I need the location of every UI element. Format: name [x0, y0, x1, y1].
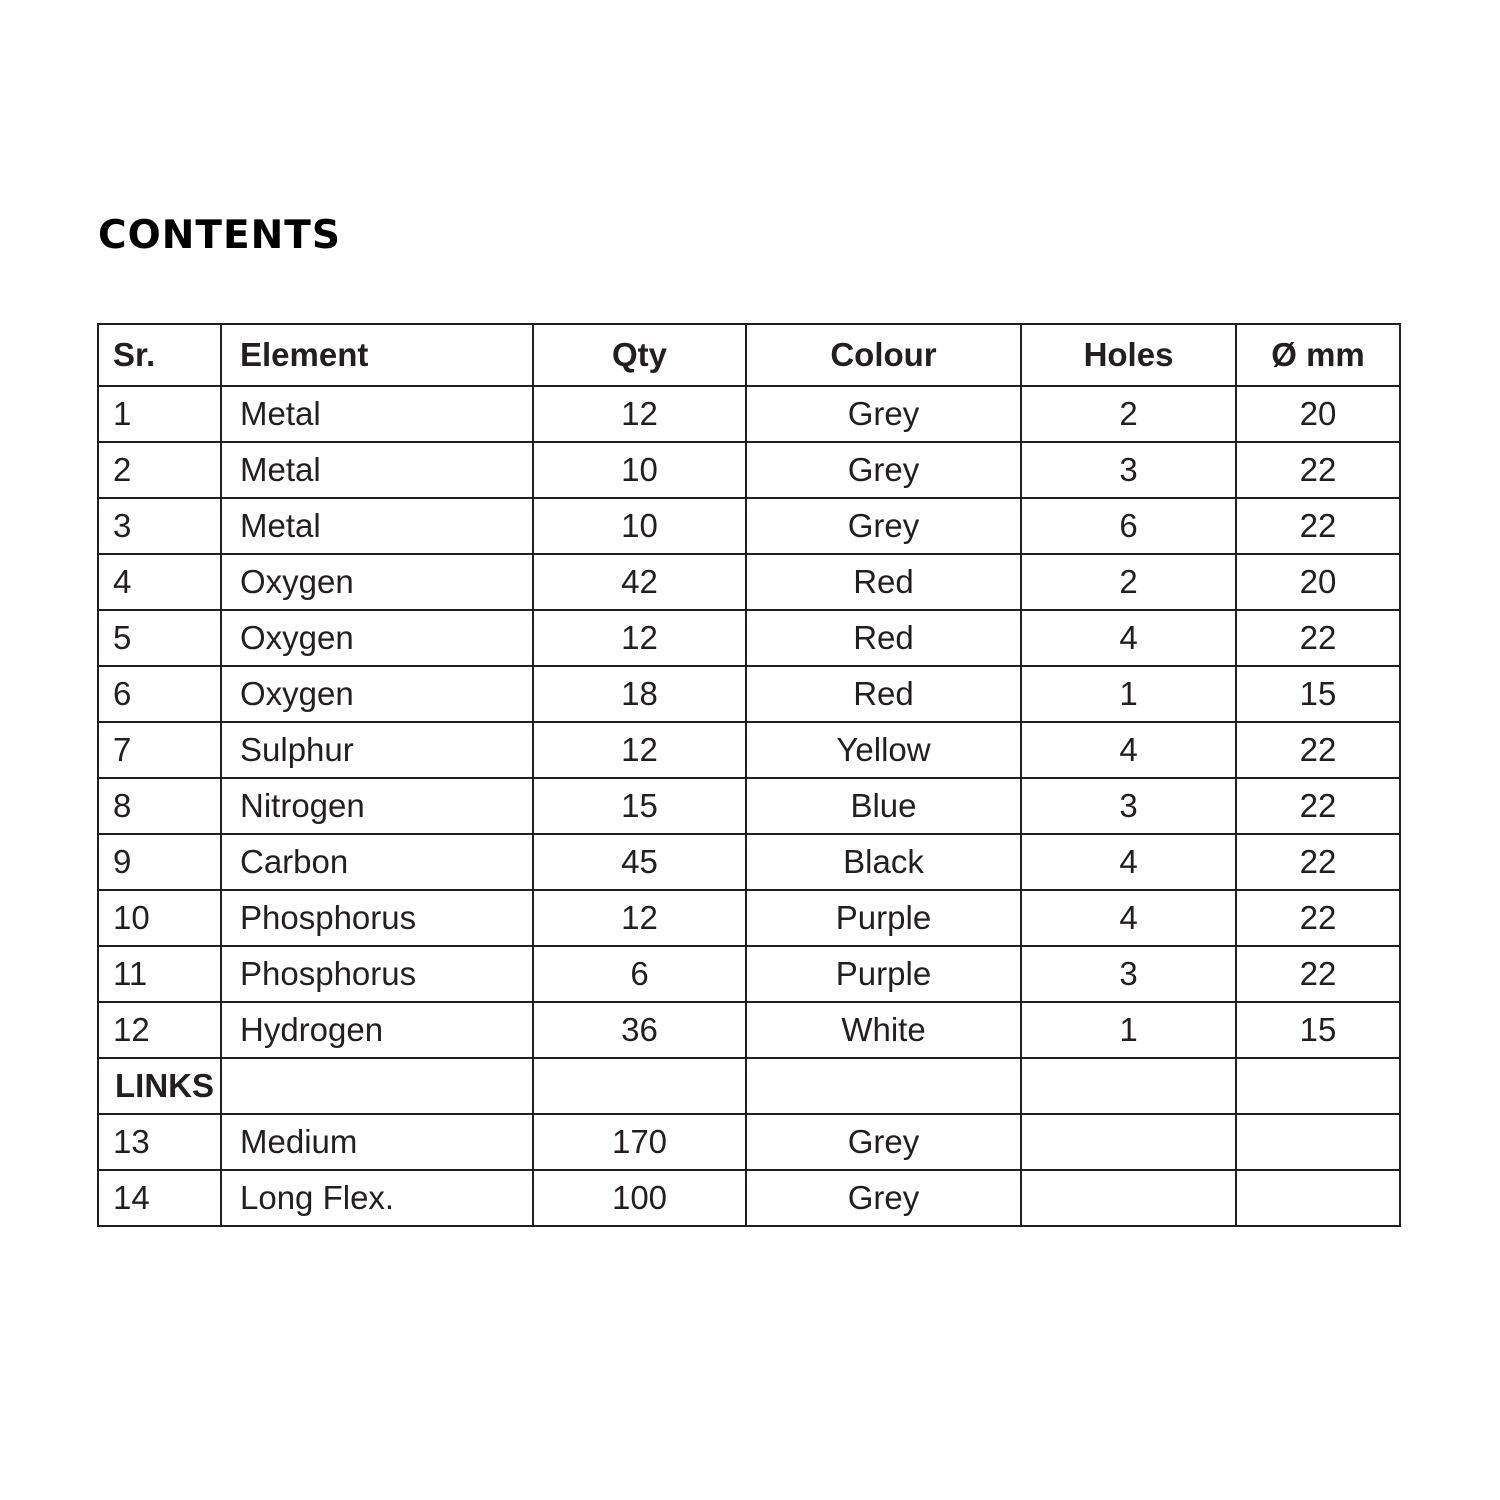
table-row: [98, 666, 1400, 722]
cell-qty: 18: [533, 666, 746, 722]
cell-holes: [1021, 1170, 1236, 1226]
cell-element: Nitrogen: [221, 778, 533, 834]
cell-element: Metal: [221, 442, 533, 498]
cell-holes: 4: [1021, 834, 1236, 890]
page-title: CONTENTS: [98, 213, 341, 258]
cell-holes: 4: [1021, 722, 1236, 778]
cell-diameter: 22: [1236, 834, 1400, 890]
empty-cell: [221, 1058, 533, 1114]
cell-qty: 12: [533, 386, 746, 442]
cell-qty: 100: [533, 1170, 746, 1226]
cell-diameter: 22: [1236, 778, 1400, 834]
cell-diameter: [1236, 1170, 1400, 1226]
cell-qty: 10: [533, 442, 746, 498]
table-row: [98, 554, 1400, 610]
cell-colour: Black: [746, 834, 1021, 890]
cell-diameter: 22: [1236, 498, 1400, 554]
cell-colour: Grey: [746, 1114, 1021, 1170]
cell-sr: 14: [98, 1170, 221, 1226]
table-row: [98, 890, 1400, 946]
cell-element: Metal: [221, 386, 533, 442]
contents-table: [97, 323, 1401, 1227]
cell-holes: 2: [1021, 386, 1236, 442]
cell-element: Phosphorus: [221, 946, 533, 1002]
cell-sr: 9: [98, 834, 221, 890]
header-element: Element: [221, 324, 533, 386]
cell-diameter: 22: [1236, 610, 1400, 666]
cell-colour: Red: [746, 666, 1021, 722]
cell-diameter: [1236, 1114, 1400, 1170]
header-sr: Sr.: [98, 324, 221, 386]
cell-qty: 6: [533, 946, 746, 1002]
cell-holes: 3: [1021, 778, 1236, 834]
cell-colour: Grey: [746, 442, 1021, 498]
table-body: [98, 386, 1400, 1226]
cell-element: Medium: [221, 1114, 533, 1170]
cell-sr: 7: [98, 722, 221, 778]
cell-element: Long Flex.: [221, 1170, 533, 1226]
cell-diameter: 20: [1236, 386, 1400, 442]
cell-diameter: 15: [1236, 666, 1400, 722]
cell-colour: Grey: [746, 498, 1021, 554]
cell-qty: 12: [533, 610, 746, 666]
cell-colour: Yellow: [746, 722, 1021, 778]
links-section-row: [98, 1058, 1400, 1114]
cell-colour: Grey: [746, 1170, 1021, 1226]
empty-cell: [1236, 1058, 1400, 1114]
cell-holes: 4: [1021, 890, 1236, 946]
cell-colour: Grey: [746, 386, 1021, 442]
cell-sr: 2: [98, 442, 221, 498]
cell-qty: 42: [533, 554, 746, 610]
cell-qty: 45: [533, 834, 746, 890]
cell-diameter: 20: [1236, 554, 1400, 610]
header-holes: Holes: [1021, 324, 1236, 386]
cell-qty: 10: [533, 498, 746, 554]
cell-element: Oxygen: [221, 666, 533, 722]
header-diameter: Ø mm: [1236, 324, 1400, 386]
cell-holes: 1: [1021, 666, 1236, 722]
cell-sr: 10: [98, 890, 221, 946]
table-row: [98, 834, 1400, 890]
cell-sr: 11: [98, 946, 221, 1002]
table-row: [98, 722, 1400, 778]
cell-diameter: 22: [1236, 946, 1400, 1002]
cell-holes: 3: [1021, 442, 1236, 498]
table-row: [98, 386, 1400, 442]
cell-sr: 6: [98, 666, 221, 722]
empty-cell: [746, 1058, 1021, 1114]
cell-element: Hydrogen: [221, 1002, 533, 1058]
cell-element: Phosphorus: [221, 890, 533, 946]
empty-cell: [533, 1058, 746, 1114]
table-row: [98, 442, 1400, 498]
cell-holes: [1021, 1114, 1236, 1170]
table-row: [98, 778, 1400, 834]
table-row: [98, 1002, 1400, 1058]
cell-diameter: 22: [1236, 442, 1400, 498]
cell-holes: 6: [1021, 498, 1236, 554]
cell-sr: 3: [98, 498, 221, 554]
cell-element: Carbon: [221, 834, 533, 890]
cell-colour: Red: [746, 554, 1021, 610]
cell-colour: White: [746, 1002, 1021, 1058]
cell-diameter: 22: [1236, 722, 1400, 778]
cell-element: Oxygen: [221, 610, 533, 666]
cell-holes: 2: [1021, 554, 1236, 610]
cell-colour: Blue: [746, 778, 1021, 834]
cell-holes: 4: [1021, 610, 1236, 666]
cell-element: Oxygen: [221, 554, 533, 610]
cell-qty: 170: [533, 1114, 746, 1170]
cell-holes: 3: [1021, 946, 1236, 1002]
cell-element: Metal: [221, 498, 533, 554]
table-row: [98, 498, 1400, 554]
cell-qty: 36: [533, 1002, 746, 1058]
table-row: [98, 1114, 1400, 1170]
cell-colour: Purple: [746, 946, 1021, 1002]
empty-cell: [1021, 1058, 1236, 1114]
cell-sr: 12: [98, 1002, 221, 1058]
cell-sr: 1: [98, 386, 221, 442]
cell-qty: 12: [533, 890, 746, 946]
cell-sr: 4: [98, 554, 221, 610]
cell-diameter: 15: [1236, 1002, 1400, 1058]
header-qty: Qty: [533, 324, 746, 386]
table-row: [98, 946, 1400, 1002]
links-section-label: LINKS: [98, 1058, 221, 1114]
table-row: [98, 610, 1400, 666]
cell-holes: 1: [1021, 1002, 1236, 1058]
cell-sr: 5: [98, 610, 221, 666]
cell-element: Sulphur: [221, 722, 533, 778]
header-colour: Colour: [746, 324, 1021, 386]
cell-diameter: 22: [1236, 890, 1400, 946]
cell-colour: Red: [746, 610, 1021, 666]
cell-sr: 13: [98, 1114, 221, 1170]
cell-colour: Purple: [746, 890, 1021, 946]
cell-qty: 12: [533, 722, 746, 778]
table-row: [98, 1170, 1400, 1226]
cell-sr: 8: [98, 778, 221, 834]
cell-qty: 15: [533, 778, 746, 834]
header-row: [98, 324, 1400, 386]
